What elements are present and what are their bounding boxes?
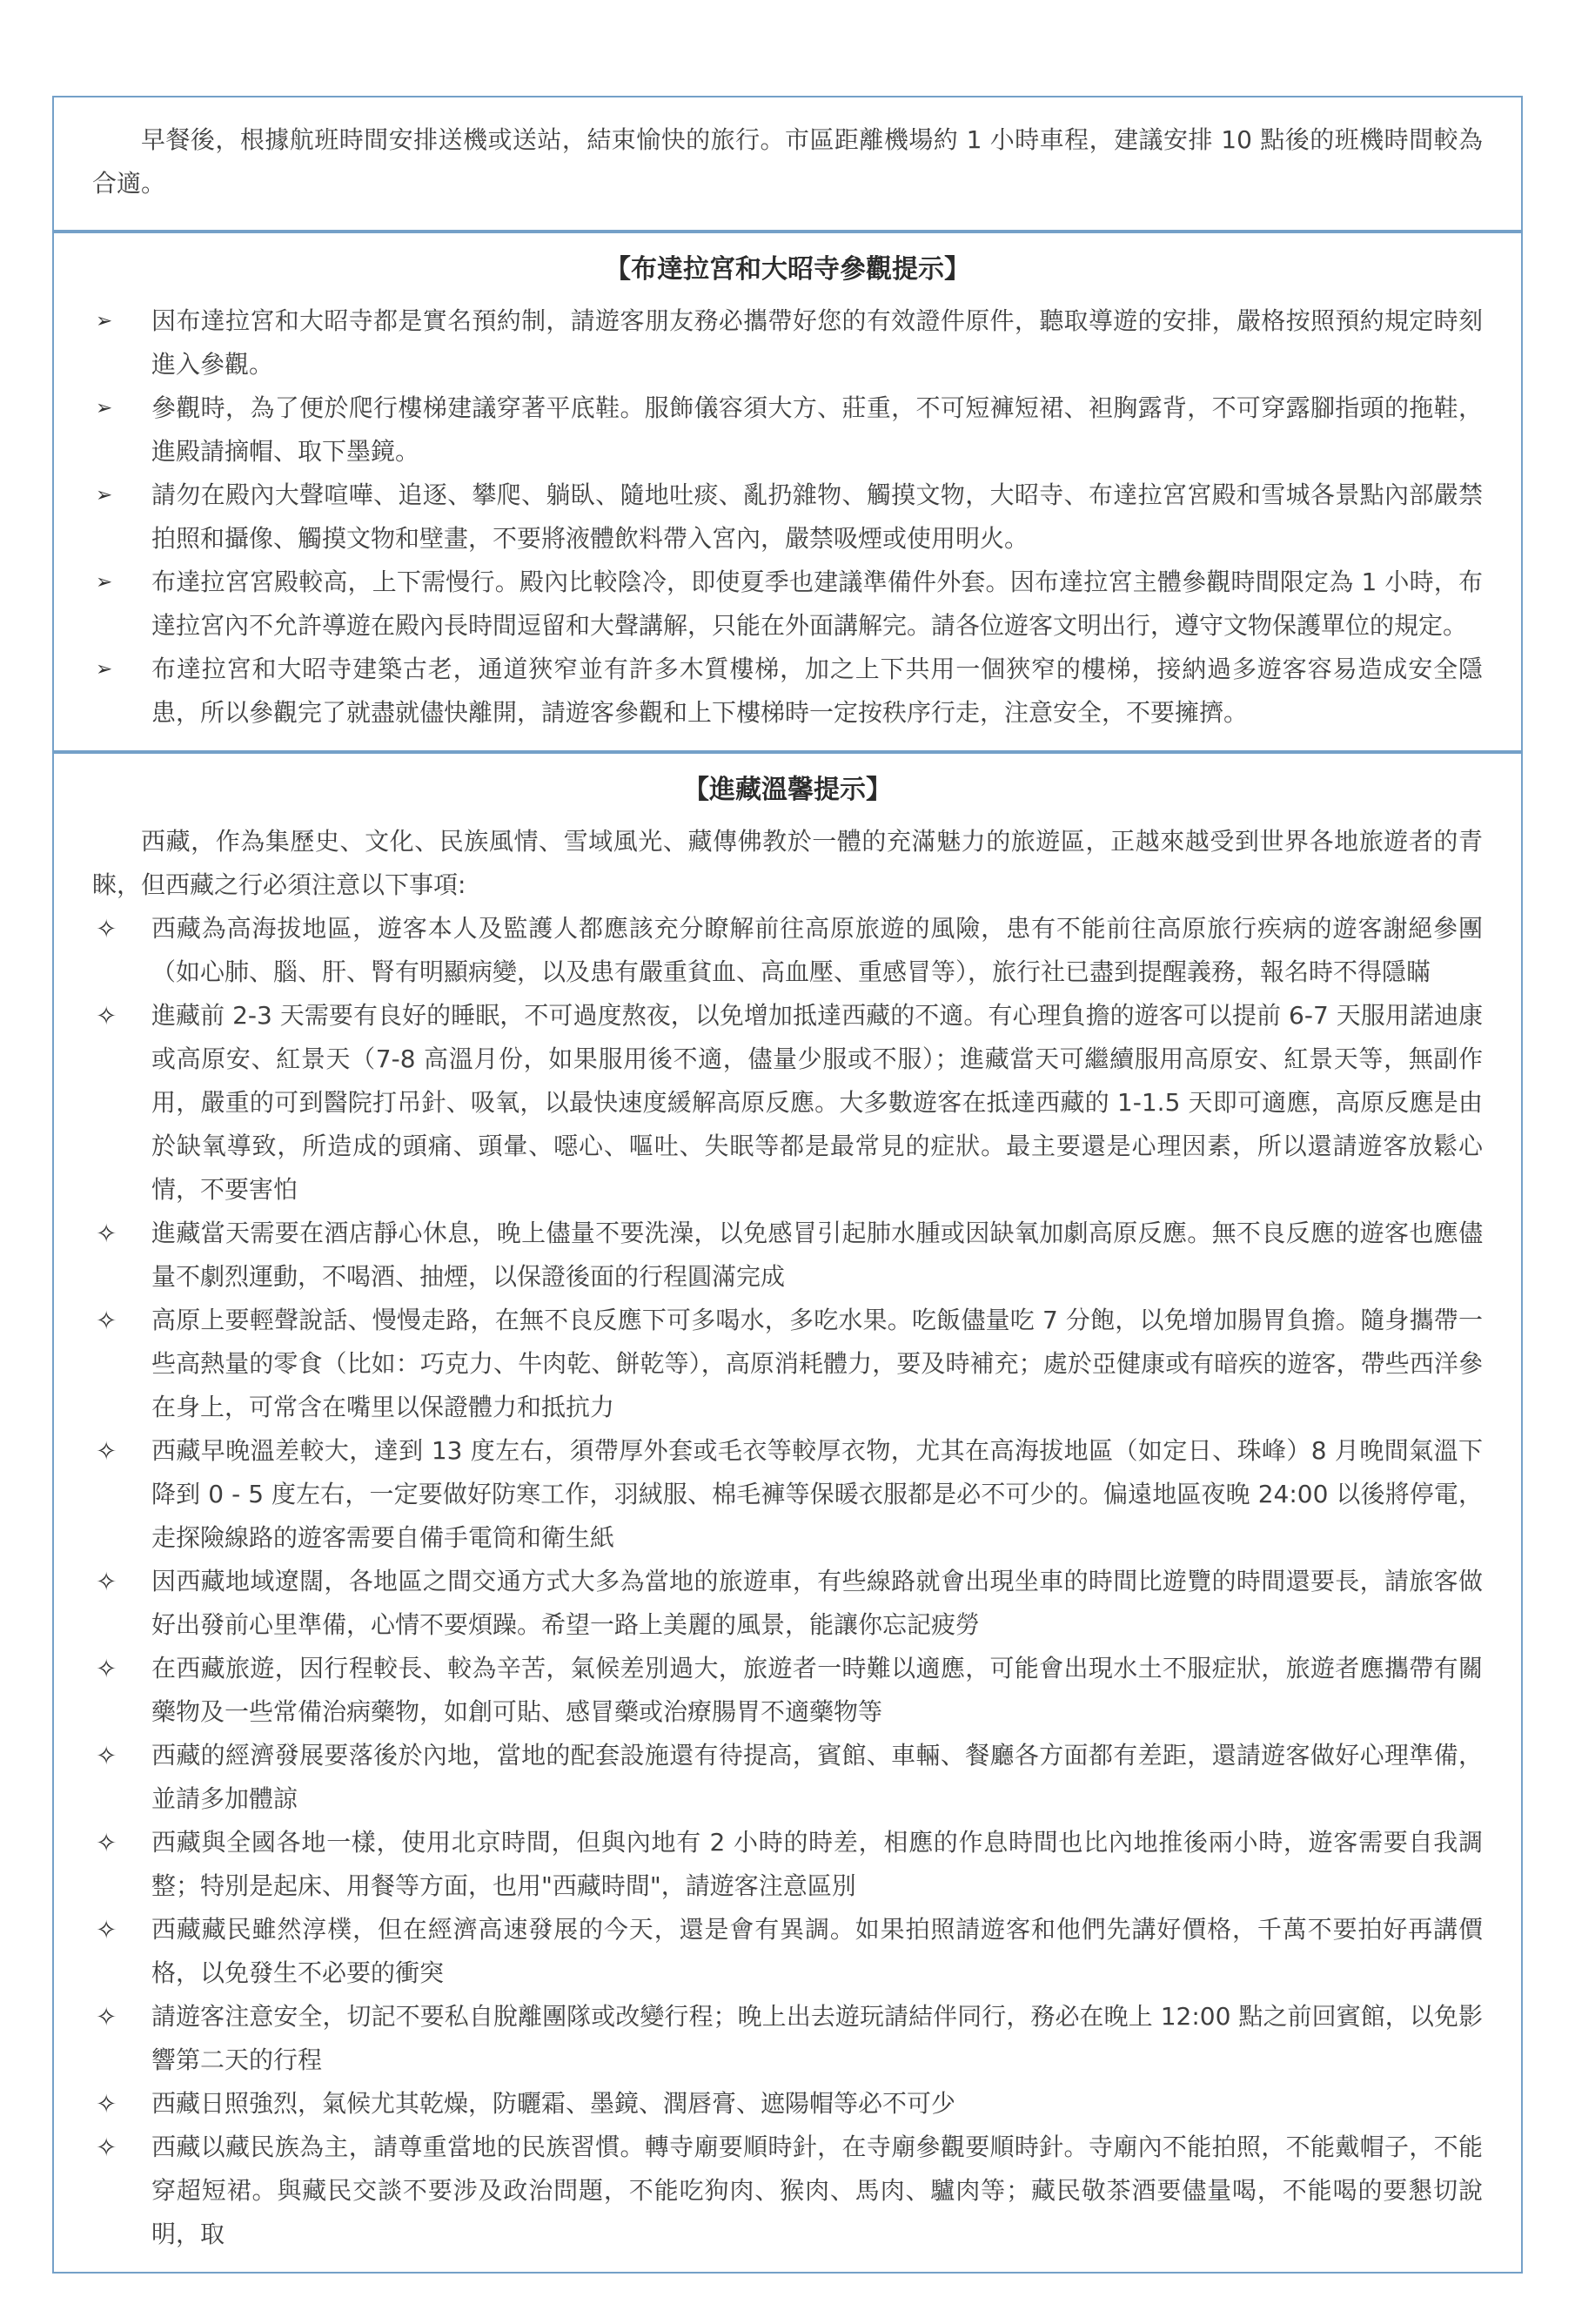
palace-tip-text: 因布達拉宮和大昭寺都是實名預約制，請遊客朋友務必攜帶好您的有效證件原件，聽取導遊的安排，嚴格按照預約規定時刻進入參觀。 <box>151 306 1483 379</box>
diamond-bullet-icon: ✧ <box>96 1567 117 1596</box>
tibet-tip-text: 西藏為高海拔地區，遊客本人及監護人都應該充分瞭解前往高原旅遊的風險，患有不能前往高原旅行疾病的遊客謝絕參團（如心肺、腦、肝、腎有明顯病變，以及患有嚴重貧血、高血壓、重感冒等），旅行社已盡到提醒義務，報名時不得隱瞞 <box>151 914 1483 986</box>
tibet-tip-item <box>92 2126 1483 2256</box>
tibet-tip-item <box>92 2082 1483 2126</box>
tibet-tips-box <box>52 752 1523 2274</box>
tibet-tip-text: 西藏的經濟發展要落後於內地，當地的配套設施還有待提高，賓館、車輛、餐廳各方面都有差距，還請遊客做好心理準備，並請多加體諒 <box>151 1741 1483 1813</box>
tibet-tips-title: 【進藏溫馨提示】 <box>683 775 892 805</box>
palace-tip-text: 布達拉宮宮殿較高，上下需慢行。殿內比較陰冷，即使夏季也建議準備件外套。因布達拉宮主體參觀時間限定為 1 小時，布達拉宮內不允許導遊在殿內長時間逗留和大聲講解，只能在外面講解完。請各位遊客文明出行，遵守文物保護單位的規定。 <box>151 568 1483 640</box>
diamond-bullet-icon: ✧ <box>96 914 117 944</box>
tibet-tip-text: 進藏前 2-3 天需要有良好的睡眠，不可過度熬夜，以免增加抵達西藏的不適。有心理負擔的遊客可以提前 6-7 天服用諾迪康或高原安、紅景天（7-8 高溫月份，如果服用後不適，儘量少服或不服）；進藏當天可繼續服用高原安、紅景天等，無副作用，嚴重的可到醫院打吊針、吸氧，以最快速度緩解高原反應。大多數遊客在抵達西藏的 1-1.5 天即可適應，高原反應是由於缺氧導致，所造成的頭痛、頭暈、噁心、嘔吐、失眠等都是最常見的症狀。最主要還是心理因素，所以還請遊客放鬆心情，不要害怕 <box>151 1001 1483 1204</box>
arrow-bullet-icon: ➢ <box>96 310 113 332</box>
arrow-bullet-icon: ➢ <box>96 658 113 681</box>
tibet-tip-item <box>92 994 1483 1212</box>
tibet-tip-item <box>92 1995 1483 2082</box>
tibet-tip-item <box>92 907 1483 994</box>
palace-tip-item <box>92 561 1483 648</box>
diamond-bullet-icon: ✧ <box>96 1741 117 1770</box>
diamond-bullet-icon: ✧ <box>96 1828 117 1857</box>
tibet-tip-item <box>92 1560 1483 1647</box>
palace-tips-box <box>52 232 1523 752</box>
tibet-tip-item <box>92 1821 1483 1908</box>
palace-tip-item <box>92 386 1483 474</box>
transfer-note-box <box>52 96 1523 232</box>
palace-tip-text: 參觀時，為了便於爬行樓梯建議穿著平底鞋。服飾儀容須大方、莊重，不可短褲短裙、袒胸露背，不可穿露腳指頭的拖鞋，進殿請摘帽、取下墨鏡。 <box>151 393 1483 466</box>
diamond-bullet-icon: ✧ <box>96 1219 117 1248</box>
palace-tip-text: 布達拉宮和大昭寺建築古老，通道狹窄並有許多木質樓梯，加之上下共用一個狹窄的樓梯，接納過多遊客容易造成安全隱患，所以參觀完了就盡就儘快離開，請遊客參觀和上下樓梯時一定按秩序行走，注意安全，不要擁擠。 <box>151 655 1483 727</box>
tibet-tip-text: 西藏以藏民族為主，請尊重當地的民族習慣。轉寺廟要順時針，在寺廟參觀要順時針。寺廟內不能拍照，不能戴帽子，不能穿超短裙。與藏民交談不要涉及政治問題，不能吃狗肉、猴肉、馬肉、驢肉等；藏民敬茶酒要儘量喝，不能喝的要懇切說明，取 <box>151 2133 1483 2248</box>
tibet-tip-item <box>92 1908 1483 1995</box>
diamond-bullet-icon: ✧ <box>96 2133 117 2162</box>
tibet-tip-text: 西藏早晚溫差較大，達到 13 度左右，須帶厚外套或毛衣等較厚衣物，尤其在高海拔地區（如定日、珠峰）8 月晚間氣溫下降到 0 - 5 度左右，一定要做好防寒工作，羽絨服、棉毛褲等保暖衣服都是必不可少的。偏遠地區夜晚 24:00 以後將停電，走探險線路的遊客需要自備手電筒和衛生紙 <box>151 1436 1483 1552</box>
tibet-tip-text: 西藏日照強烈，氣候尤其乾燥，防曬霜、墨鏡、潤唇膏、遮陽帽等必不可少 <box>151 2089 956 2118</box>
arrow-bullet-icon: ➢ <box>96 484 113 507</box>
palace-tip-item <box>92 648 1483 735</box>
tibet-tips-intro: 西藏，作為集歷史、文化、民族風情、雪域風光、藏傳佛教於一體的充滿魅力的旅遊區，正越來越受到世界各地旅遊者的青睞，但西藏之行必須注意以下事項: <box>92 827 1483 899</box>
document-page <box>52 96 1523 2274</box>
palace-tip-item <box>92 474 1483 561</box>
diamond-bullet-icon: ✧ <box>96 1915 117 1945</box>
tibet-tip-item <box>92 1212 1483 1299</box>
palace-tip-item <box>92 299 1483 386</box>
diamond-bullet-icon: ✧ <box>96 2089 117 2119</box>
diamond-bullet-icon: ✧ <box>96 1001 117 1031</box>
arrow-bullet-icon: ➢ <box>96 571 113 594</box>
tibet-tip-item <box>92 1647 1483 1734</box>
palace-tips-title: 【布達拉宮和大昭寺參觀提示】 <box>605 254 970 285</box>
tibet-tip-text: 請遊客注意安全，切記不要私自脫離團隊或改變行程；晚上出去遊玩請結伴同行，務必在晚上 12:00 點之前回賓館，以免影響第二天的行程 <box>151 2002 1483 2074</box>
diamond-bullet-icon: ✧ <box>96 1654 117 1683</box>
diamond-bullet-icon: ✧ <box>96 2002 117 2032</box>
palace-tip-text: 請勿在殿內大聲喧嘩、追逐、攀爬、躺臥、隨地吐痰、亂扔雜物、觸摸文物，大昭寺、布達拉宮宮殿和雪城各景點內部嚴禁拍照和攝像、觸摸文物和壁畫，不要將液體飲料帶入宮內，嚴禁吸煙或使用明火。 <box>151 480 1483 553</box>
tibet-tip-text: 在西藏旅遊，因行程較長、較為辛苦，氣候差別過大，旅遊者一時難以適應，可能會出現水土不服症狀，旅遊者應攜帶有關藥物及一些常備治病藥物，如創可貼、感冒藥或治療腸胃不適藥物等 <box>151 1654 1483 1726</box>
tibet-tip-text: 西藏與全國各地一樣，使用北京時間，但與內地有 2 小時的時差，相應的作息時間也比內地推後兩小時，遊客需要自我調整；特別是起床、用餐等方面，也用"西藏時間"，請遊客注意區別 <box>151 1828 1483 1900</box>
tibet-tip-item <box>92 1429 1483 1560</box>
tibet-tip-text: 西藏藏民雖然淳樸，但在經濟高速發展的今天，還是會有異調。如果拍照請遊客和他們先講好價格，千萬不要拍好再講價格，以免發生不必要的衝突 <box>151 1915 1483 1987</box>
tibet-tip-text: 高原上要輕聲說話、慢慢走路，在無不良反應下可多喝水，多吃水果。吃飯儘量吃 7 分飽，以免增加腸胃負擔。隨身攜帶一些高熱量的零食（比如：巧克力、牛肉乾、餅乾等），高原消耗體力，要及時補充；處於亞健康或有暗疾的遊客，帶些西洋參在身上，可常含在嘴里以保證體力和抵抗力 <box>151 1306 1483 1421</box>
tibet-tip-item <box>92 1734 1483 1821</box>
tibet-tip-text: 進藏當天需要在酒店靜心休息，晚上儘量不要洗澡，以免感冒引起肺水腫或因缺氧加劇高原反應。無不良反應的遊客也應儘量不劇烈運動，不喝酒、抽煙，以保證後面的行程圓滿完成 <box>151 1219 1483 1291</box>
transfer-note-paragraph: 早餐後，根據航班時間安排送機或送站，結束愉快的旅行。市區距離機場約 1 小時車程，建議安排 10 點後的班機時間較為合適。 <box>92 125 1483 198</box>
arrow-bullet-icon: ➢ <box>96 397 113 420</box>
tibet-tip-item <box>92 1299 1483 1429</box>
diamond-bullet-icon: ✧ <box>96 1306 117 1335</box>
diamond-bullet-icon: ✧ <box>96 1436 117 1466</box>
tibet-tip-text: 因西藏地域遼闊，各地區之間交通方式大多為當地的旅遊車，有些線路就會出現坐車的時間比遊覽的時間還要長，請旅客做好出發前心里準備，心情不要煩躁。希望一路上美麗的風景，能讓你忘記疲勞 <box>151 1567 1483 1639</box>
